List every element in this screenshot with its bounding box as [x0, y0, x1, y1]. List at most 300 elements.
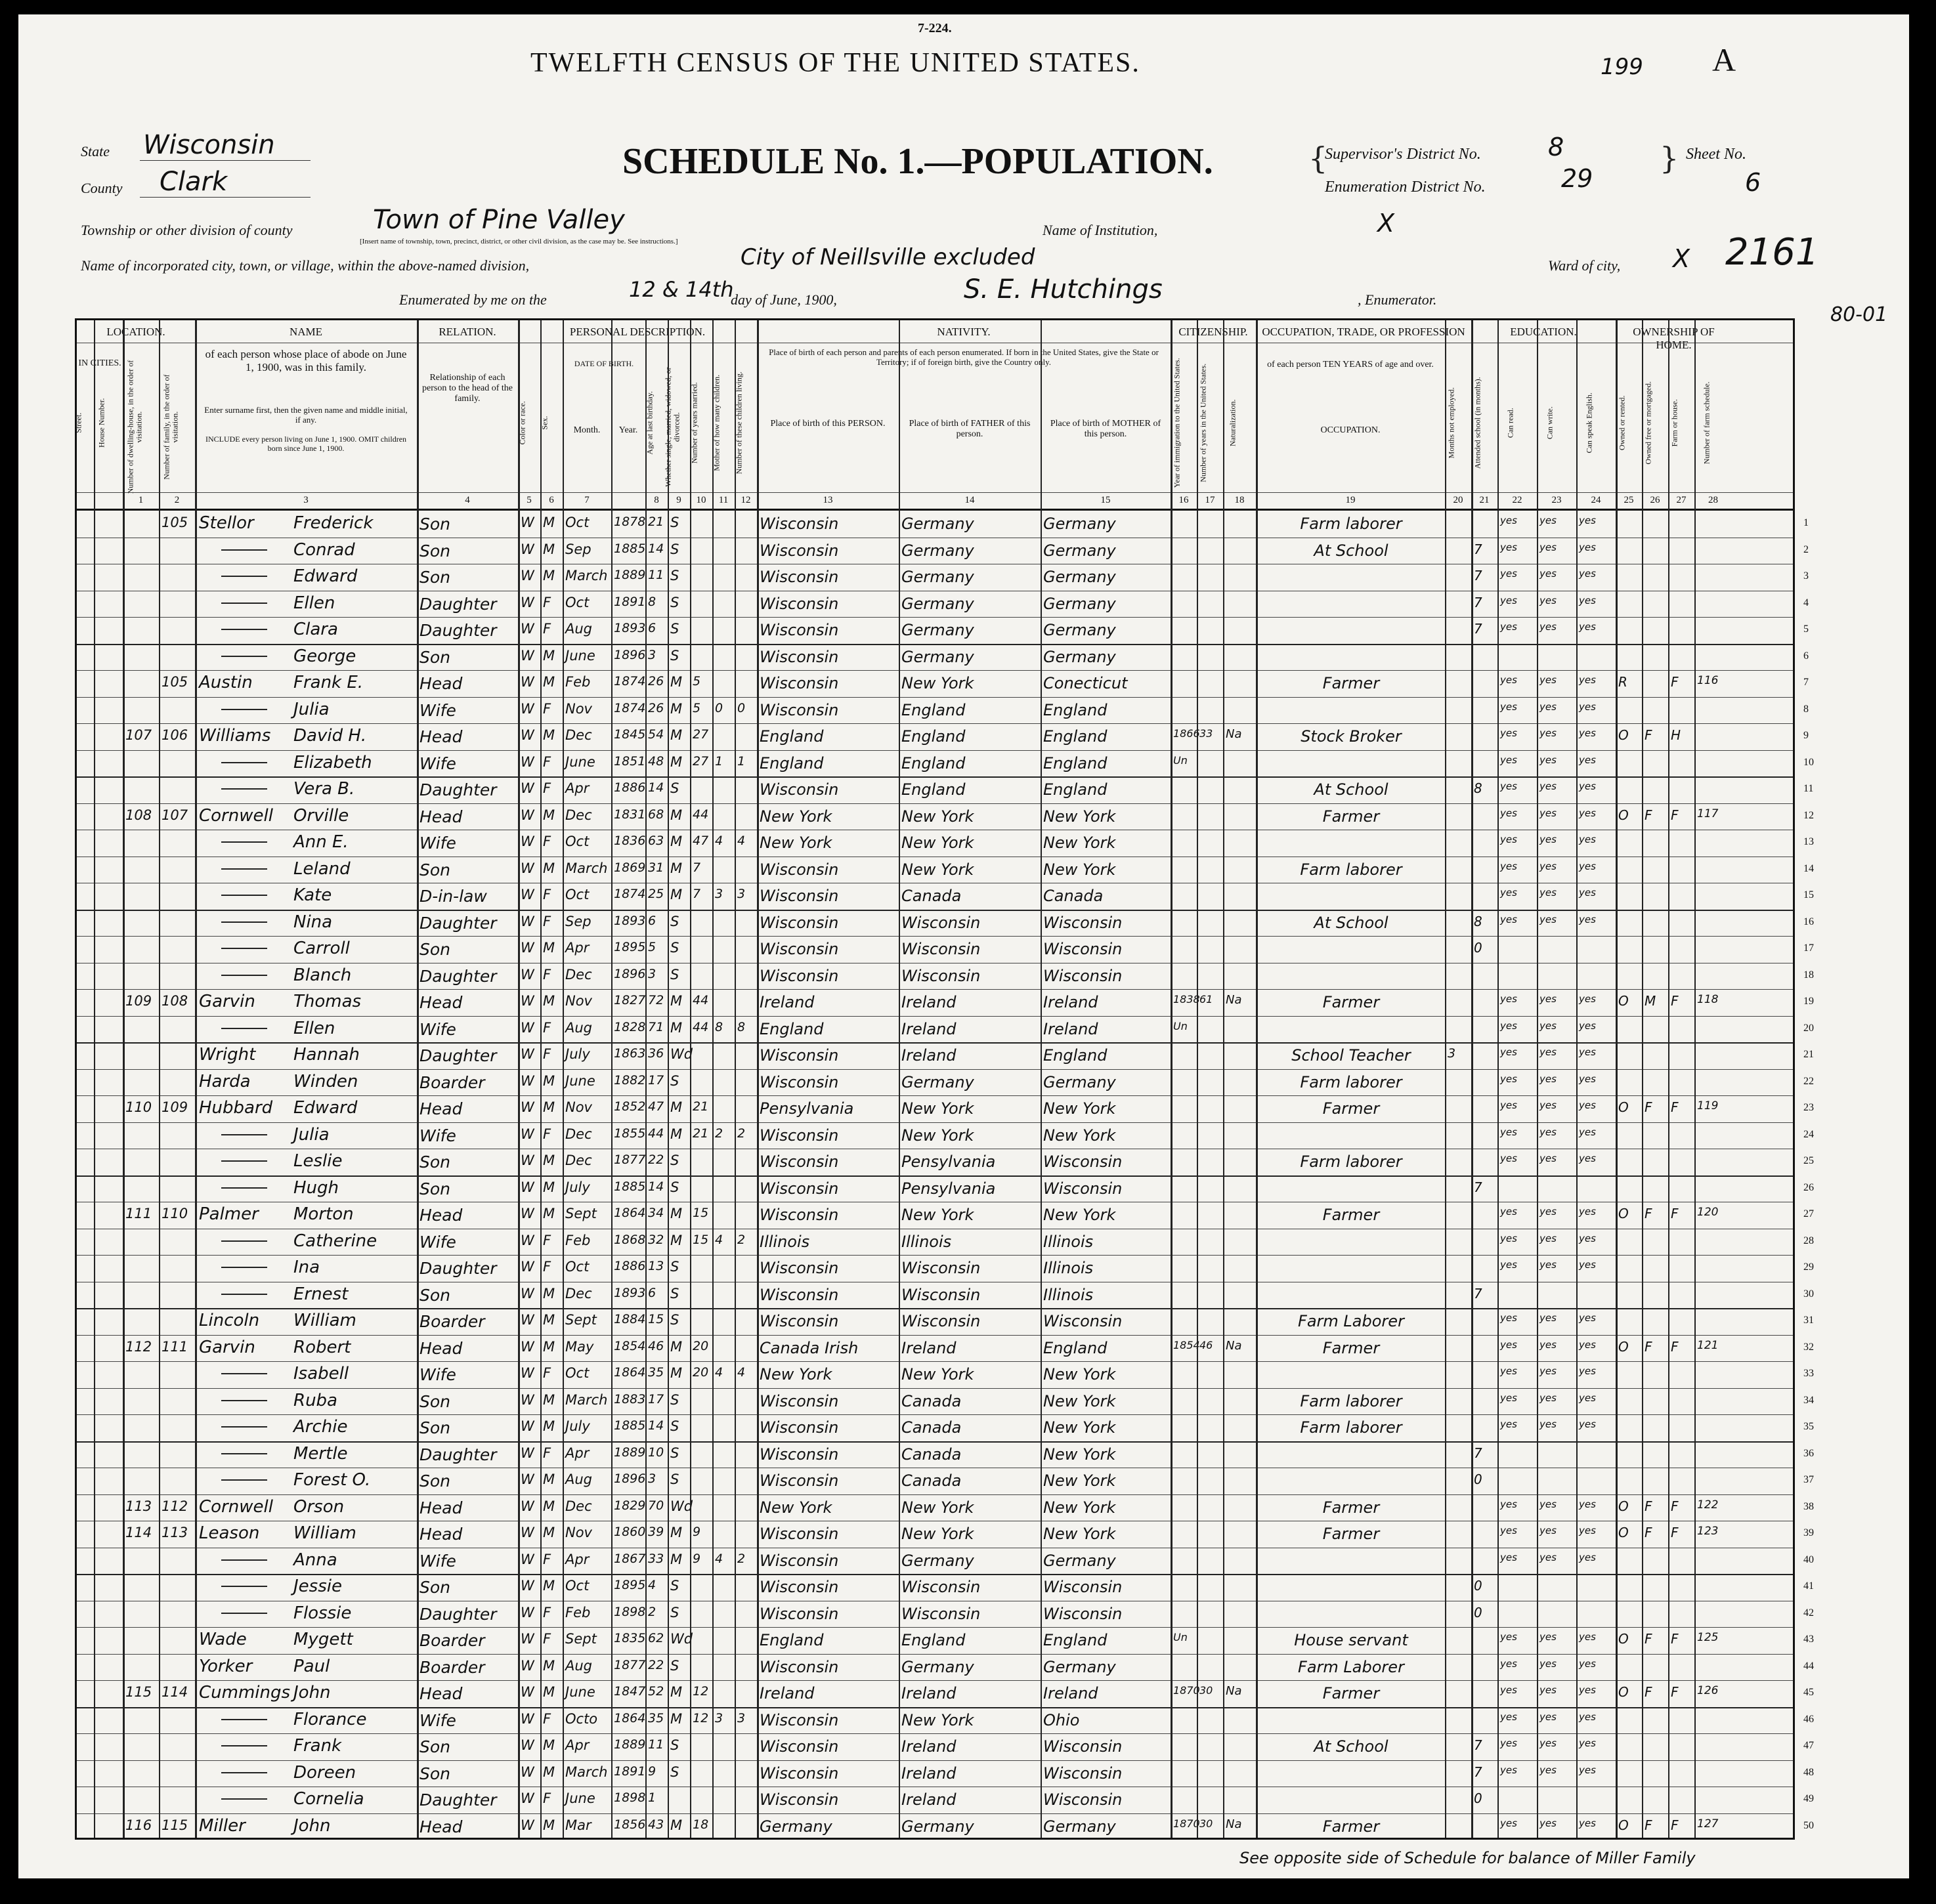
cell-month: July — [565, 1179, 590, 1195]
line-number: 9 — [1803, 730, 1809, 741]
row-rule — [77, 1069, 1793, 1070]
cell-father: Wisconsin — [901, 913, 981, 932]
cell-month: Aug — [565, 621, 593, 637]
cell-english: yes — [1579, 1631, 1596, 1643]
cell-color: W — [521, 1338, 534, 1355]
cell-school: 8 — [1474, 780, 1482, 796]
given-name: Anna — [293, 1550, 337, 1570]
cell-read: yes — [1500, 1418, 1517, 1430]
cell-english: yes — [1579, 1657, 1596, 1670]
cell-immig: 1838 — [1173, 993, 1200, 1005]
cell-schedule: 116 — [1697, 674, 1719, 687]
column-number: 13 — [823, 495, 833, 505]
cell-relation: Daughter — [419, 966, 497, 986]
column-number: 2 — [174, 495, 180, 505]
cell-mothers: New York — [1043, 1206, 1116, 1224]
cell-month: Oct — [565, 1259, 590, 1275]
given-name: Winden — [293, 1071, 358, 1091]
cell-sex: M — [543, 1179, 555, 1195]
cell-age: 22 — [648, 1153, 664, 1167]
cell-mothers: Canada — [1043, 887, 1104, 905]
header-mother: Mother of how many children. — [712, 374, 721, 471]
cell-english: yes — [1579, 1391, 1596, 1404]
institution-label: Name of Institution, — [1043, 222, 1158, 238]
surname: Cornwell — [199, 805, 273, 826]
cell-read: yes — [1500, 887, 1517, 899]
cell-marital: M — [670, 1338, 683, 1355]
cell-dwelling: 108 — [125, 807, 152, 823]
cell-relation: Head — [419, 1099, 463, 1118]
cell-birth: England — [760, 753, 824, 772]
line-number: 13 — [1803, 836, 1814, 847]
given-name: Frederick — [293, 513, 374, 533]
cell-father: New York — [901, 1099, 974, 1118]
city-value: City of Neillsville excluded — [741, 244, 1035, 270]
header-write: Can write. — [1545, 406, 1555, 440]
cell-birth: New York — [760, 807, 832, 826]
line-number: 14 — [1803, 862, 1814, 874]
cell-english: yes — [1579, 753, 1596, 766]
cell-month: July — [565, 1046, 590, 1062]
column-rule — [540, 320, 542, 1838]
given-name: Robert — [293, 1337, 351, 1357]
cell-school: 0 — [1474, 1790, 1482, 1806]
cell-relation: Wife — [419, 1710, 456, 1730]
given-name: Paul — [293, 1656, 330, 1676]
given-name: Ernest — [293, 1284, 349, 1304]
line-number: 4 — [1803, 597, 1809, 608]
cell-mothers: New York — [1043, 1525, 1116, 1543]
cell-father: Canada — [901, 1391, 962, 1410]
cell-write: yes — [1539, 1657, 1557, 1670]
cell-sex: F — [543, 1710, 551, 1727]
cell-write: yes — [1539, 1259, 1557, 1271]
column-number: 19 — [1345, 495, 1356, 505]
column-rule — [611, 320, 613, 1838]
cell-write: yes — [1539, 834, 1557, 845]
cell-month: Oct — [565, 594, 590, 610]
cell-age: 26 — [648, 700, 664, 715]
cell-month: Nov — [565, 1099, 592, 1115]
cell-family: 106 — [161, 727, 188, 743]
cell-ym: 9 — [693, 1551, 701, 1566]
cell-english: yes — [1579, 780, 1596, 792]
cell-english: yes — [1579, 674, 1596, 686]
cell-write: yes — [1539, 1153, 1557, 1164]
cell-family: 108 — [161, 993, 188, 1009]
cell-color: W — [521, 594, 534, 610]
cell-free: F — [1645, 807, 1652, 823]
header-marital: Whether single, married, widowed, or divorced. — [663, 367, 681, 487]
cell-read: yes — [1500, 568, 1517, 580]
same-surname-dash — [221, 1613, 267, 1614]
cell-month: June — [565, 1790, 595, 1806]
cell-month: March — [565, 860, 608, 876]
in-cities: IN CITIES. — [78, 358, 121, 368]
cell-year: 1889 — [614, 1737, 646, 1752]
column-rule — [757, 320, 759, 1838]
cell-year: 1835 — [614, 1631, 646, 1645]
supervisor-value: 8 — [1548, 133, 1564, 161]
given-name: Cornelia — [293, 1789, 364, 1809]
name-instruction: Enter surname first, then the given name and middle initial, if any. — [204, 405, 408, 425]
cell-owned: O — [1618, 1631, 1629, 1647]
cell-year: 1864 — [614, 1365, 646, 1380]
cell-father: Germany — [901, 515, 974, 533]
cell-father: England — [901, 727, 966, 746]
cell-sex: F — [543, 1232, 551, 1248]
column-rule — [1171, 320, 1172, 1838]
cell-ym: 20 — [693, 1365, 709, 1380]
column-rule — [518, 320, 520, 1838]
cell-age: 26 — [648, 674, 664, 688]
cell-color: W — [521, 1312, 534, 1328]
cell-immig: 1854 — [1173, 1338, 1200, 1351]
header-ym: Number of years married. — [689, 382, 699, 464]
cell-sex: M — [543, 1285, 555, 1301]
cell-birth: Wisconsin — [760, 1259, 839, 1277]
cell-marital: M — [670, 1710, 683, 1727]
cell-year: 1891 — [614, 1764, 646, 1779]
same-surname-dash — [221, 975, 267, 976]
location: LOCATION. — [106, 326, 165, 338]
row-rule — [77, 1654, 1793, 1655]
given-name: Ina — [293, 1258, 320, 1277]
state-value: Wisconsin — [143, 130, 275, 160]
given-name: Frank E. — [293, 673, 364, 692]
cell-family: 115 — [161, 1817, 188, 1833]
same-surname-dash — [221, 788, 267, 790]
cell-english: yes — [1579, 887, 1596, 899]
header-owned: Owned or rented. — [1617, 395, 1627, 451]
given-name: Morton — [293, 1204, 354, 1224]
cell-year: 1827 — [614, 993, 646, 1007]
date-of-birth: DATE OF BIRTH. — [574, 359, 634, 368]
cell-year: 1882 — [614, 1072, 646, 1088]
cell-schedule: 127 — [1697, 1817, 1719, 1830]
cell-mothers: Germany — [1043, 541, 1116, 560]
cell-birth: Wisconsin — [760, 1604, 839, 1623]
cell-sex: M — [543, 515, 555, 530]
cell-relation: Daughter — [419, 1445, 497, 1464]
cell-color: W — [521, 913, 534, 929]
cell-write: yes — [1539, 1126, 1557, 1138]
cell-farm: F — [1671, 807, 1679, 823]
cell-father: Ireland — [901, 1046, 957, 1065]
cell-read: yes — [1500, 1232, 1517, 1244]
cell-birth: Wisconsin — [760, 780, 839, 799]
given-name: Frank — [293, 1736, 342, 1756]
line-number: 29 — [1803, 1261, 1814, 1273]
cell-english: yes — [1579, 541, 1596, 553]
line-number: 48 — [1803, 1766, 1814, 1778]
cell-dwelling: 110 — [125, 1099, 152, 1115]
cell-year: 1878 — [614, 515, 646, 529]
cell-father: Germany — [901, 594, 974, 613]
cell-relation: Wife — [419, 834, 456, 853]
cell-occupation: Farmer — [1322, 993, 1380, 1011]
row-rule — [77, 1627, 1793, 1628]
cell-write: yes — [1539, 1391, 1557, 1404]
education-heading: EDUCATION. — [1510, 326, 1577, 338]
cell-age: 9 — [648, 1764, 656, 1779]
same-surname-dash — [221, 1586, 267, 1587]
line-number: 33 — [1803, 1368, 1814, 1379]
row-rule — [77, 803, 1793, 804]
cell-occupation: Farm laborer — [1300, 515, 1402, 533]
cell-family: 105 — [161, 515, 188, 530]
line-number: 16 — [1803, 916, 1814, 927]
cell-ym: 27 — [693, 753, 709, 769]
cell-father: New York — [901, 1126, 974, 1145]
surname: Harda — [199, 1071, 251, 1091]
cell-write: yes — [1539, 913, 1557, 925]
cell-schedule: 118 — [1697, 993, 1719, 1006]
given-name: Carroll — [293, 939, 350, 958]
cell-read: yes — [1500, 727, 1517, 739]
cell-birth: Wisconsin — [760, 594, 839, 613]
cell-ym: 44 — [693, 807, 709, 822]
cell-marital: S — [670, 541, 679, 557]
surname: Wright — [199, 1045, 256, 1065]
row-rule — [77, 1122, 1793, 1123]
cell-ym: 20 — [693, 1338, 709, 1353]
cell-sex: M — [543, 1153, 555, 1168]
cell-nat: Na — [1226, 1817, 1242, 1831]
cell-month: Dec — [565, 1285, 592, 1301]
header-school: Attended school (in months). — [1473, 377, 1482, 469]
cell-color: W — [521, 568, 534, 583]
cell-write: yes — [1539, 515, 1557, 526]
header-street: Street. — [74, 412, 83, 433]
header-free: Owned free or mortgaged. — [1643, 381, 1653, 465]
given-name: Clara — [293, 620, 338, 639]
cell-marital: S — [670, 647, 679, 664]
cell-month: Nov — [565, 1525, 592, 1540]
cell-read: yes — [1500, 1498, 1517, 1510]
cell-year: 1877 — [614, 1657, 646, 1672]
cell-relation: Daughter — [419, 780, 497, 799]
cell-relation: Head — [419, 807, 463, 826]
line-number: 17 — [1803, 942, 1814, 954]
cell-color: W — [521, 940, 534, 956]
cell-marital: S — [670, 1471, 679, 1487]
cell-years: 30 — [1199, 1684, 1213, 1697]
header-house: House Number. — [97, 398, 106, 448]
cell-sex: M — [543, 1525, 555, 1540]
cell-age: 52 — [648, 1684, 664, 1699]
column-number: 24 — [1591, 495, 1601, 505]
given-name: Elizabeth — [293, 752, 372, 772]
cell-school: 0 — [1474, 1604, 1482, 1620]
cell-dwelling: 107 — [125, 727, 152, 743]
given-name: William — [293, 1523, 356, 1543]
header-immig: Year of immigration to the United States. — [1172, 358, 1182, 488]
cell-father: Germany — [901, 1072, 974, 1091]
cell-year: 1885 — [614, 1179, 646, 1194]
cell-father: New York — [901, 1710, 974, 1729]
cell-birth: Wisconsin — [760, 568, 839, 586]
given-name: Hannah — [293, 1045, 360, 1065]
relation-heading: RELATION. — [439, 326, 496, 338]
cell-write: yes — [1539, 1498, 1557, 1510]
cell-sex: M — [543, 1391, 555, 1408]
cell-read: yes — [1500, 993, 1517, 1005]
cell-color: W — [521, 1153, 534, 1168]
cell-color: W — [521, 1817, 534, 1833]
line-number: 8 — [1803, 703, 1809, 715]
cell-year: 1896 — [614, 1471, 646, 1486]
cell-year: 1896 — [614, 966, 646, 981]
cell-birth: Wisconsin — [760, 1471, 839, 1490]
cell-sex: F — [543, 1365, 551, 1381]
cell-marital: M — [670, 700, 683, 717]
cell-mothers: England — [1043, 1631, 1108, 1649]
row-rule — [77, 1680, 1793, 1681]
row-rule — [77, 1574, 1793, 1575]
cell-month: Apr — [565, 1737, 590, 1753]
cell-color: W — [521, 1445, 534, 1461]
cell-sex: M — [543, 1737, 555, 1753]
cell-owned: O — [1618, 727, 1629, 743]
relation-description: Relationship of each person to the head of the family. — [422, 373, 513, 404]
cell-english: yes — [1579, 1312, 1596, 1324]
cell-nat: Na — [1226, 1338, 1242, 1353]
cell-english: yes — [1579, 834, 1596, 845]
cell-schedule: 121 — [1697, 1338, 1719, 1352]
cell-year: 1895 — [614, 1578, 646, 1592]
cell-years: 61 — [1199, 993, 1213, 1005]
cell-age: 32 — [648, 1232, 664, 1247]
cell-year: 1828 — [614, 1019, 646, 1034]
cell-month: Dec — [565, 1498, 592, 1514]
given-name: John — [293, 1815, 331, 1836]
cell-ym: 7 — [693, 860, 701, 875]
cell-write: yes — [1539, 1365, 1557, 1377]
cell-age: 8 — [648, 594, 656, 609]
cell-mothers: England — [1043, 1046, 1108, 1065]
cell-english: yes — [1579, 1365, 1596, 1377]
cell-birth: Wisconsin — [760, 1525, 839, 1543]
cell-birth: New York — [760, 1365, 832, 1384]
column-number: 9 — [676, 495, 681, 505]
column-rule — [1445, 320, 1446, 1838]
cell-color: W — [521, 1391, 534, 1408]
cell-month: Apr — [565, 780, 590, 796]
cell-relation: Daughter — [419, 621, 497, 640]
cell-english: yes — [1579, 1019, 1596, 1032]
occupation-heading: OCCUPATION, TRADE, OR PROFESSION — [1262, 326, 1465, 338]
cell-school: 7 — [1474, 621, 1482, 637]
same-surname-dash — [221, 1745, 267, 1746]
cell-write: yes — [1539, 1019, 1557, 1032]
cell-mother: 1 — [715, 753, 723, 769]
number-strip-rule — [77, 492, 1793, 493]
cell-color: W — [521, 780, 534, 796]
column-rule — [1256, 320, 1258, 1838]
column-number: 4 — [465, 495, 470, 505]
cell-age: 34 — [648, 1206, 664, 1220]
cell-month: Sep — [565, 913, 592, 929]
row-rule — [77, 1441, 1793, 1443]
cell-farm: F — [1671, 674, 1679, 690]
cell-occupation: Farmer — [1322, 1099, 1380, 1118]
cell-mothers: New York — [1043, 1126, 1116, 1145]
cell-living: 0 — [737, 700, 746, 715]
cell-color: W — [521, 887, 534, 902]
same-surname-dash — [221, 868, 267, 870]
cell-marital: S — [670, 1179, 679, 1195]
cell-living: 2 — [737, 1126, 746, 1141]
cell-father: Germany — [901, 647, 974, 666]
cell-marital: S — [670, 1285, 679, 1301]
cell-year: 1891 — [614, 594, 646, 609]
cell-english: yes — [1579, 1817, 1596, 1829]
cell-color: W — [521, 621, 534, 637]
cell-relation: Son — [419, 541, 451, 561]
cell-color: W — [521, 1259, 534, 1275]
cell-age: 11 — [648, 1737, 664, 1752]
cell-father: Illinois — [901, 1232, 952, 1251]
given-name: John — [293, 1683, 331, 1703]
same-surname-dash — [221, 1240, 267, 1242]
cell-relation: D-in-law — [419, 887, 487, 906]
cell-write: yes — [1539, 568, 1557, 580]
cell-mothers: Germany — [1043, 594, 1116, 613]
cell-month: June — [565, 647, 595, 664]
cell-marital: M — [670, 1817, 683, 1833]
cell-sex: M — [543, 940, 555, 956]
cell-birth: England — [760, 1631, 824, 1649]
cell-sex: M — [543, 1498, 555, 1514]
cell-occupation: Farm laborer — [1300, 860, 1402, 879]
same-surname-dash — [221, 1373, 267, 1374]
surname: Palmer — [199, 1204, 259, 1224]
occupation-subheading: OCCUPATION. — [1320, 425, 1381, 435]
cell-marital: Wd — [670, 1631, 693, 1647]
cell-ym: 15 — [693, 1232, 709, 1247]
cell-owned: R — [1618, 674, 1627, 690]
cell-age: 47 — [648, 1099, 664, 1114]
cell-read: yes — [1500, 1764, 1517, 1776]
cell-month: Feb — [565, 1232, 591, 1248]
cell-ym: 15 — [693, 1206, 709, 1220]
cell-age: 13 — [648, 1259, 664, 1273]
cell-occupation: Stock Broker — [1301, 727, 1402, 746]
cell-mothers: Germany — [1043, 515, 1116, 533]
enumerated-prefix: Enumerated by me on the — [399, 291, 547, 308]
cell-dwelling: 112 — [125, 1338, 152, 1355]
cell-sex: M — [543, 1684, 555, 1700]
cell-relation: Daughter — [419, 594, 497, 614]
header-age: Age at last birthday. — [645, 391, 655, 455]
cell-year: 1886 — [614, 1259, 646, 1273]
column-number: 7 — [584, 495, 590, 505]
cell-write: yes — [1539, 780, 1557, 792]
cell-sex: F — [543, 887, 551, 902]
cell-relation: Son — [419, 940, 451, 959]
schedule-title: SCHEDULE No. 1.—POPULATION. — [622, 141, 1213, 182]
cell-color: W — [521, 515, 534, 530]
cell-month: Octo — [565, 1710, 598, 1727]
line-number: 28 — [1803, 1235, 1814, 1246]
column-number: 14 — [964, 495, 975, 505]
cell-age: 44 — [648, 1126, 664, 1141]
given-name: Orson — [293, 1496, 345, 1517]
cell-age: 35 — [648, 1365, 664, 1380]
cell-color: W — [521, 1790, 534, 1806]
line-number: 41 — [1803, 1580, 1814, 1592]
